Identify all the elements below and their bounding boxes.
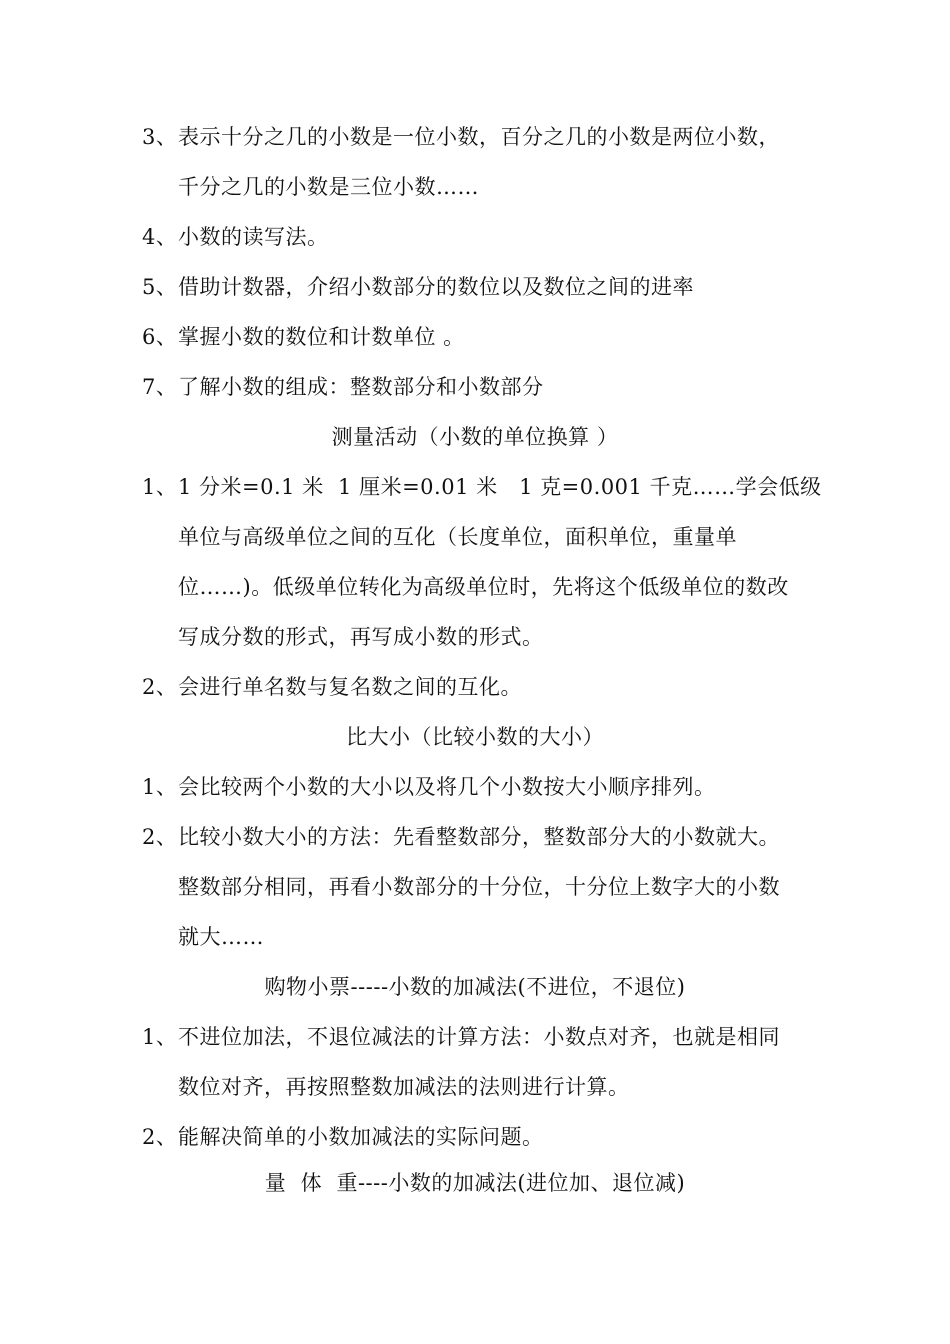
list-item [142, 1124, 544, 1150]
item-number: 2、 [142, 675, 178, 699]
item-text: 比较小数大小的方法：先看整数部分，整数部分大的小数就大。 [178, 825, 780, 849]
item-number: 5、 [142, 275, 178, 299]
item-number: 2、 [142, 825, 178, 849]
item-text: 表示十分之几的小数是一位小数，百分之几的小数是两位小数， [178, 125, 780, 149]
section-heading: 购物小票-----小数的加减法(不进位，不退位) [264, 975, 686, 999]
list-item-continuation: 单位与高级单位之间的互化（长度单位，面积单位，重量单 [178, 525, 737, 549]
list-item [142, 324, 465, 350]
item-text: 了解小数的组成：整数部分和小数部分 [178, 375, 544, 399]
item-number: 7、 [142, 375, 178, 399]
item-number: 3、 [142, 125, 178, 149]
list-item-continuation: 千分之几的小数是三位小数…… [178, 175, 479, 199]
list-item [142, 224, 329, 250]
item-number: 1、 [142, 775, 178, 799]
list-item [142, 824, 780, 850]
item-text: 小数的读写法。 [178, 225, 329, 249]
list-item-continuation: 就大…… [178, 925, 264, 949]
item-number: 6、 [142, 325, 178, 349]
item-number: 2、 [142, 1125, 178, 1149]
list-item-continuation: 写成分数的形式，再写成小数的形式。 [178, 625, 544, 649]
list-item [142, 674, 522, 700]
section-heading: 测量活动（小数的单位换算 ） [331, 425, 619, 449]
section-heading: 量 体 重----小数的加减法(进位加、退位减) [264, 1171, 686, 1195]
list-item-continuation: 整数部分相同，再看小数部分的十分位，十分位上数字大的小数 [178, 875, 780, 899]
list-item [142, 124, 780, 150]
item-number: 1、 [142, 1025, 178, 1049]
item-text: 借助计数器，介绍小数部分的数位以及数位之间的进率 [178, 275, 694, 299]
list-item [142, 274, 694, 300]
item-number: 4、 [142, 225, 178, 249]
item-text: 1 分米=0.1 米 1 厘米=0.01 米 1 克=0.001 千克……学会低级 [178, 475, 822, 499]
list-item-continuation: 位……)。低级单位转化为高级单位时，先将这个低级单位的数改 [178, 575, 789, 599]
item-text: 不进位加法，不退位减法的计算方法：小数点对齐，也就是相同 [178, 1025, 780, 1049]
item-text: 掌握小数的数位和计数单位 。 [178, 325, 465, 349]
section-heading: 比大小（比较小数的大小） [346, 725, 604, 749]
item-text: 会进行单名数与复名数之间的互化。 [178, 675, 522, 699]
item-text: 能解决简单的小数加减法的实际问题。 [178, 1125, 544, 1149]
list-item [142, 1024, 780, 1050]
item-number: 1、 [142, 475, 178, 499]
list-item [142, 374, 544, 400]
list-item-continuation: 数位对齐，再按照整数加减法的法则进行计算。 [178, 1075, 630, 1099]
list-item [142, 474, 822, 500]
item-text: 会比较两个小数的大小以及将几个小数按大小顺序排列。 [178, 775, 716, 799]
list-item [142, 774, 716, 800]
